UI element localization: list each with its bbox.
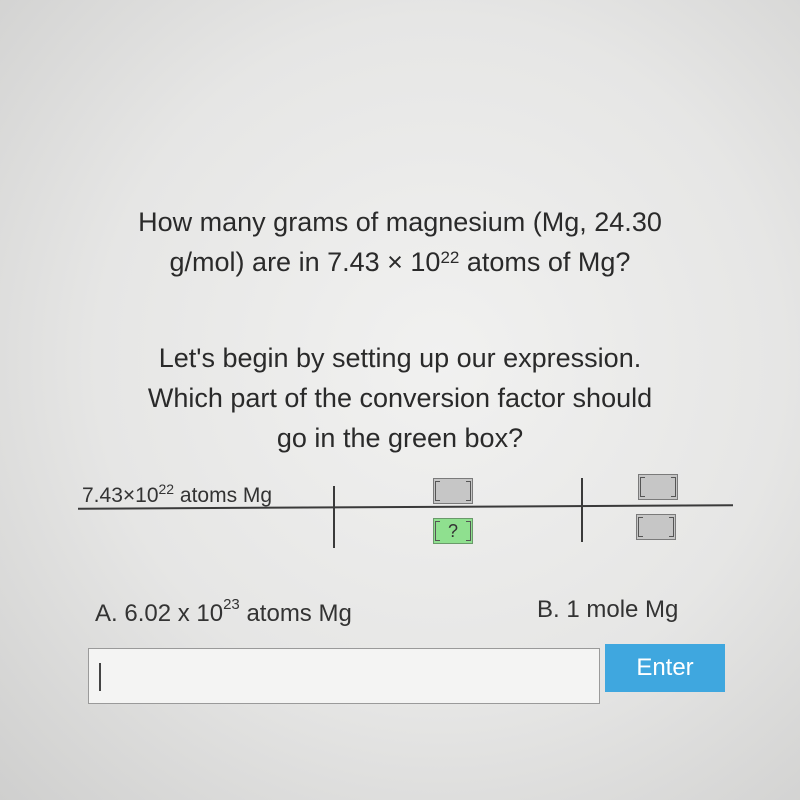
option-b: B. 1 mole Mg [537, 596, 679, 623]
dimensional-analysis-setup [0, 470, 800, 560]
numerator-box-2[interactable] [638, 474, 678, 500]
question-text [60, 202, 740, 282]
instruction-text [60, 338, 740, 458]
starting-exponent: 22 [158, 481, 175, 497]
green-box-label: ? [447, 520, 458, 541]
option-a-post: atoms Mg [239, 600, 352, 627]
question-line-1: How many grams of magnesium (Mg, 24.30 [138, 207, 662, 237]
divider-line-1 [333, 486, 335, 548]
starting-unit: atoms Mg [174, 484, 273, 507]
option-a-exponent: 23 [223, 596, 240, 613]
question-line-2-post: atoms of Mg? [459, 247, 631, 277]
divider-line-2 [581, 478, 583, 542]
starting-mantissa: 7.43×10 [82, 484, 159, 507]
instruction-line-2: Which part of the conversion factor should [147, 383, 653, 413]
green-denominator-box[interactable] [433, 518, 473, 544]
text-cursor [99, 663, 101, 691]
instruction-line-3: go in the green box? [276, 423, 524, 453]
option-a-pre: A. 6.02 x 10 [95, 600, 224, 627]
starting-quantity [82, 481, 273, 508]
option-a [95, 596, 352, 628]
instruction-line-1: Let's begin by setting up our expression. [158, 343, 642, 373]
question-exponent: 22 [440, 248, 460, 267]
denominator-box-2[interactable] [636, 514, 676, 540]
enter-button[interactable]: Enter [605, 644, 725, 692]
numerator-box-1[interactable] [433, 478, 473, 504]
answer-input[interactable] [88, 648, 600, 704]
question-line-2-pre: g/mol) are in 7.43 × 10 [169, 247, 441, 277]
